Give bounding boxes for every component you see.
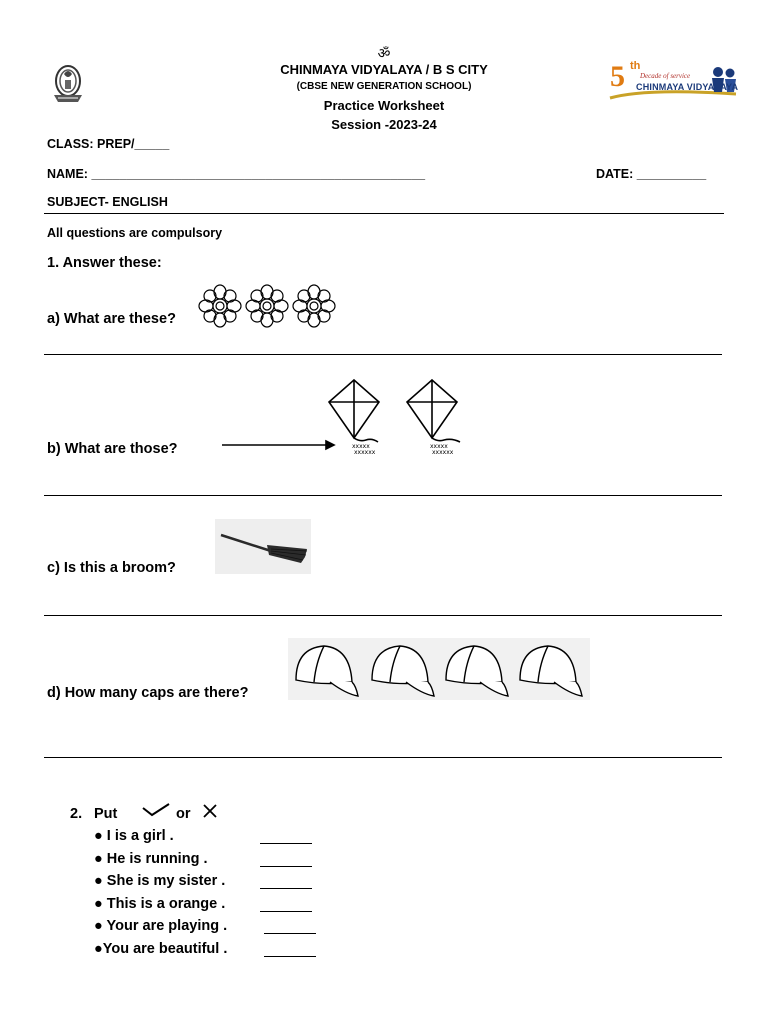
answer-line-d[interactable] [44, 757, 722, 758]
question-a: a) What are these? [47, 311, 176, 327]
name-field: NAME: ________________________________________________ [47, 167, 426, 181]
svg-text:xxxxx: xxxxx [430, 443, 448, 450]
question-b: b) What are those? [47, 441, 178, 457]
svg-text:xxxxxx: xxxxxx [432, 449, 454, 456]
section-2-or: or [176, 806, 191, 822]
answer-line-b[interactable] [44, 495, 722, 496]
date-field: DATE: __________ [596, 167, 707, 181]
question-d: d) How many caps are there? [47, 685, 249, 701]
broom-icon [215, 519, 311, 574]
header-rule [44, 213, 724, 214]
statement-5: ● Your are playing . [94, 918, 228, 934]
instructions-note: All questions are compulsory [47, 226, 223, 240]
cap-icon [288, 638, 590, 700]
answer-blank-6[interactable] [264, 956, 316, 957]
section-2-put: Put [94, 806, 118, 822]
svg-text:xxxxx: xxxxx [352, 443, 370, 450]
answer-blank-3[interactable] [260, 888, 312, 889]
worksheet-title: Practice Worksheet [323, 98, 445, 113]
school-emblem-icon [48, 62, 88, 108]
school-name: CHINMAYA VIDYALAYA / B S CITY [280, 62, 488, 77]
section-1-title: 1. Answer these: [47, 255, 162, 271]
answer-line-a[interactable] [44, 354, 722, 355]
cross-icon [202, 803, 218, 819]
om-symbol: ॐ [377, 45, 391, 61]
statement-6: ●You are beautiful . [94, 941, 228, 957]
tick-icon [141, 802, 171, 818]
kite-icon [220, 376, 480, 458]
statement-1: ● I is a girl . [94, 828, 174, 844]
subject-field: SUBJECT- ENGLISH [47, 195, 168, 209]
question-c: c) Is this a broom? [47, 560, 176, 576]
statement-2: ● He is running . [94, 851, 208, 867]
session-label: Session -2023-24 [331, 117, 437, 132]
svg-text:xxxxxx: xxxxxx [354, 449, 376, 456]
answer-line-c[interactable] [44, 615, 722, 616]
statement-3: ● She is my sister . [94, 873, 226, 889]
answer-blank-5[interactable] [264, 933, 316, 934]
answer-blank-1[interactable] [260, 843, 312, 844]
statement-4: ● This is a orange . [94, 896, 226, 912]
anniversary-logo: 5 th Decade of service CHINMAYA VIDYALAYA [606, 58, 746, 102]
class-field: CLASS: PREP/_____ [47, 137, 170, 151]
section-2-number: 2. [70, 806, 83, 822]
school-subtitle: (CBSE NEW GENERATION SCHOOL) [296, 81, 472, 92]
answer-blank-2[interactable] [260, 866, 312, 867]
answer-blank-4[interactable] [260, 911, 312, 912]
flower-icon [198, 284, 340, 328]
